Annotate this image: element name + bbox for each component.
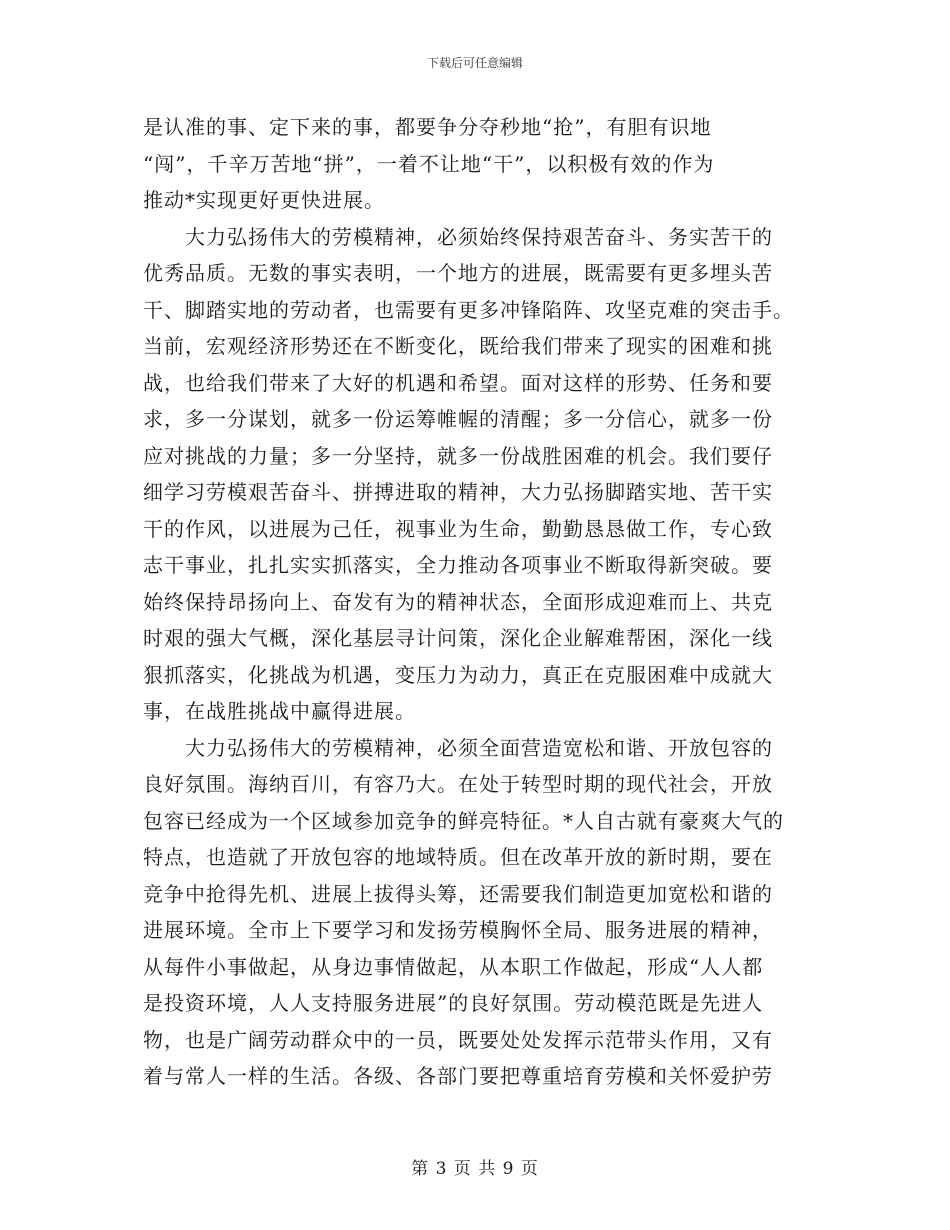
text-line: 推动*实现更好更快进展。 (143, 188, 385, 212)
text-line: 从每件小事做起，从身边事情做起，从本职工作做起，形成“人人都 (143, 954, 764, 979)
page-number-footer: 第 3 页 共 9 页 (411, 1159, 539, 1179)
text-line: 细学习劳模艰苦奋斗、拼搏进取的精神，大力弘扬脚踏实地、苦干实 (143, 480, 773, 504)
text-line: 大力弘扬伟大的劳模精神，必须始终保持艰苦奋斗、务实苦干的 (143, 224, 773, 249)
text-line: 良好氛围。海纳百川，有容乃大。在处于转型时期的现代社会，开放 (143, 772, 773, 796)
text-line: 包容已经成为一个区域参加竞争的鲜亮特征。*人自古就有豪爽大气的 (143, 808, 784, 833)
text-line: 应对挑战的力量；多一分坚持，就多一份战胜困难的机会。我们要仔 (143, 443, 773, 468)
text-line: 战，也给我们带来了大好的机遇和希望。面对这样的形势、任务和要 (143, 370, 773, 395)
text-line: 进展环境。全市上下要学习和发扬劳模胸怀全局、服务进展的精神， (143, 918, 773, 942)
text-line: 着与常人一样的生活。各级、各部门要把尊重培育劳模和关怀爱护劳 (143, 1064, 773, 1088)
text-line: 竞争中抢得先机、进展上拔得头筹，还需要我们制造更加宽松和谐的 (143, 881, 773, 906)
text-line: 物，也是广阔劳动群众中的一员，既要处处发挥示范带头作用，又有 (143, 1027, 773, 1052)
document-body (143, 109, 811, 1095)
text-line: 干的作风，以进展为己任，视事业为生命，勤勤恳恳做工作，专心致 (143, 516, 773, 541)
text-line: “闯”，千辛万苦地“拼”，一着不让地“干”，以积极有效的作为 (143, 151, 715, 176)
text-line: 求，多一分谋划，就多一份运筹帷幄的清醒；多一分信心，就多一份 (143, 407, 773, 431)
text-line: 大力弘扬伟大的劳模精神，必须全面营造宽松和谐、开放包容的 (143, 735, 773, 760)
text-line: 始终保持昂扬向上、奋发有为的精神状态，全面形成迎难而上、共克 (143, 589, 773, 614)
text-line: 特点，也造就了开放包容的地域特质。但在改革开放的新时期，要在 (143, 845, 773, 869)
text-line: 狠抓落实，化挑战为机遇，变压力为动力，真正在克服困难中成就大 (143, 662, 773, 687)
text-line: 是投资环境，人人支持服务进展”的良好氛围。劳动模范既是先进人 (143, 991, 764, 1015)
text-line: 时艰的强大气概，深化基层寻计问策，深化企业解难帮困，深化一线 (143, 626, 773, 650)
text-line: 优秀品质。无数的事实表明，一个地方的进展，既需要有更多埋头苦 (143, 261, 773, 285)
text-line: 志干事业，扎扎实实抓落实，全力推动各项事业不断取得新突破。要 (143, 553, 773, 577)
text-line: 当前，宏观经济形势还在不断变化，既给我们带来了现实的困难和挑 (143, 334, 773, 358)
text-line: 事，在战胜挑战中赢得进展。 (143, 699, 416, 723)
text-line: 是认准的事、定下来的事，都要争分夺秒地“抢”，有胆有识地 (143, 115, 712, 139)
page-header: 下载后可任意编辑 (426, 56, 523, 70)
text-line: 干、脚踏实地的劳动者，也需要有更多冲锋陷阵、攻坚克难的突击手。 (143, 297, 794, 322)
